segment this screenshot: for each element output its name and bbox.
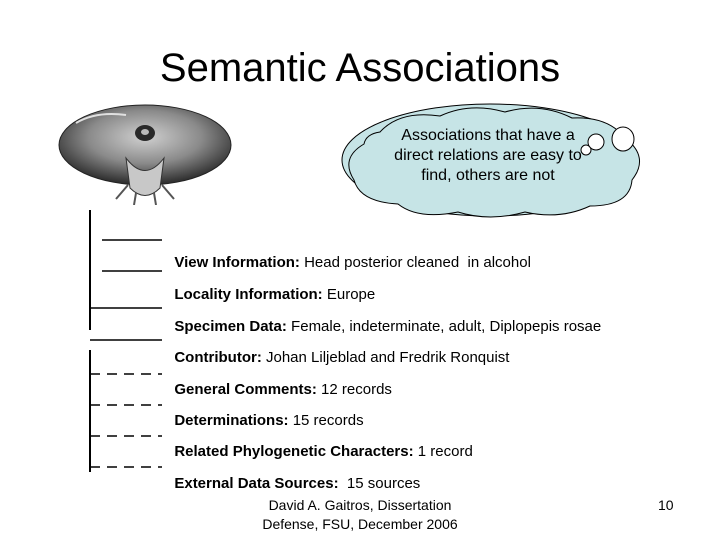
record-contributor bbox=[166, 331, 509, 367]
record-value: Head posterior cleaned in alcohol bbox=[299, 254, 531, 271]
record-label: External Data Sources: bbox=[174, 475, 339, 492]
thought-bubble-text: Associations that have a direct relations are easy to find, others are not bbox=[394, 127, 582, 184]
slide-title: Semantic Associations bbox=[159, 46, 561, 90]
record-view-information bbox=[166, 236, 531, 272]
record-value: Female, indeterminate, adult, Diplopepis rosae bbox=[286, 318, 602, 335]
record-value: 15 sources bbox=[338, 475, 421, 492]
record-label: View Information: bbox=[174, 254, 300, 271]
record-value: 15 records bbox=[288, 412, 364, 429]
footer-line-1: David A. Gaitros, Dissertation bbox=[268, 497, 452, 513]
record-label: Locality Information: bbox=[174, 286, 323, 303]
record-label: General Comments: bbox=[174, 381, 317, 398]
record-value: 12 records bbox=[316, 381, 392, 398]
page-number: 10 bbox=[658, 497, 674, 513]
record-value: Europe bbox=[322, 286, 376, 303]
record-related-phylogenetic-characters bbox=[166, 425, 473, 461]
record-value: 1 record bbox=[413, 443, 473, 460]
footer-line-2: Defense, FSU, December 2006 bbox=[262, 516, 458, 532]
record-value: Johan Liljeblad and Fredrik Ronquist bbox=[261, 349, 510, 366]
record-label: Determinations: bbox=[174, 412, 289, 429]
record-external-data-sources bbox=[166, 457, 420, 493]
slide-footer bbox=[240, 496, 480, 534]
record-label: Specimen Data: bbox=[174, 318, 287, 335]
record-label: Contributor: bbox=[174, 349, 262, 366]
record-locality-information bbox=[166, 268, 375, 304]
record-label: Related Phylogenetic Characters: bbox=[174, 443, 414, 460]
